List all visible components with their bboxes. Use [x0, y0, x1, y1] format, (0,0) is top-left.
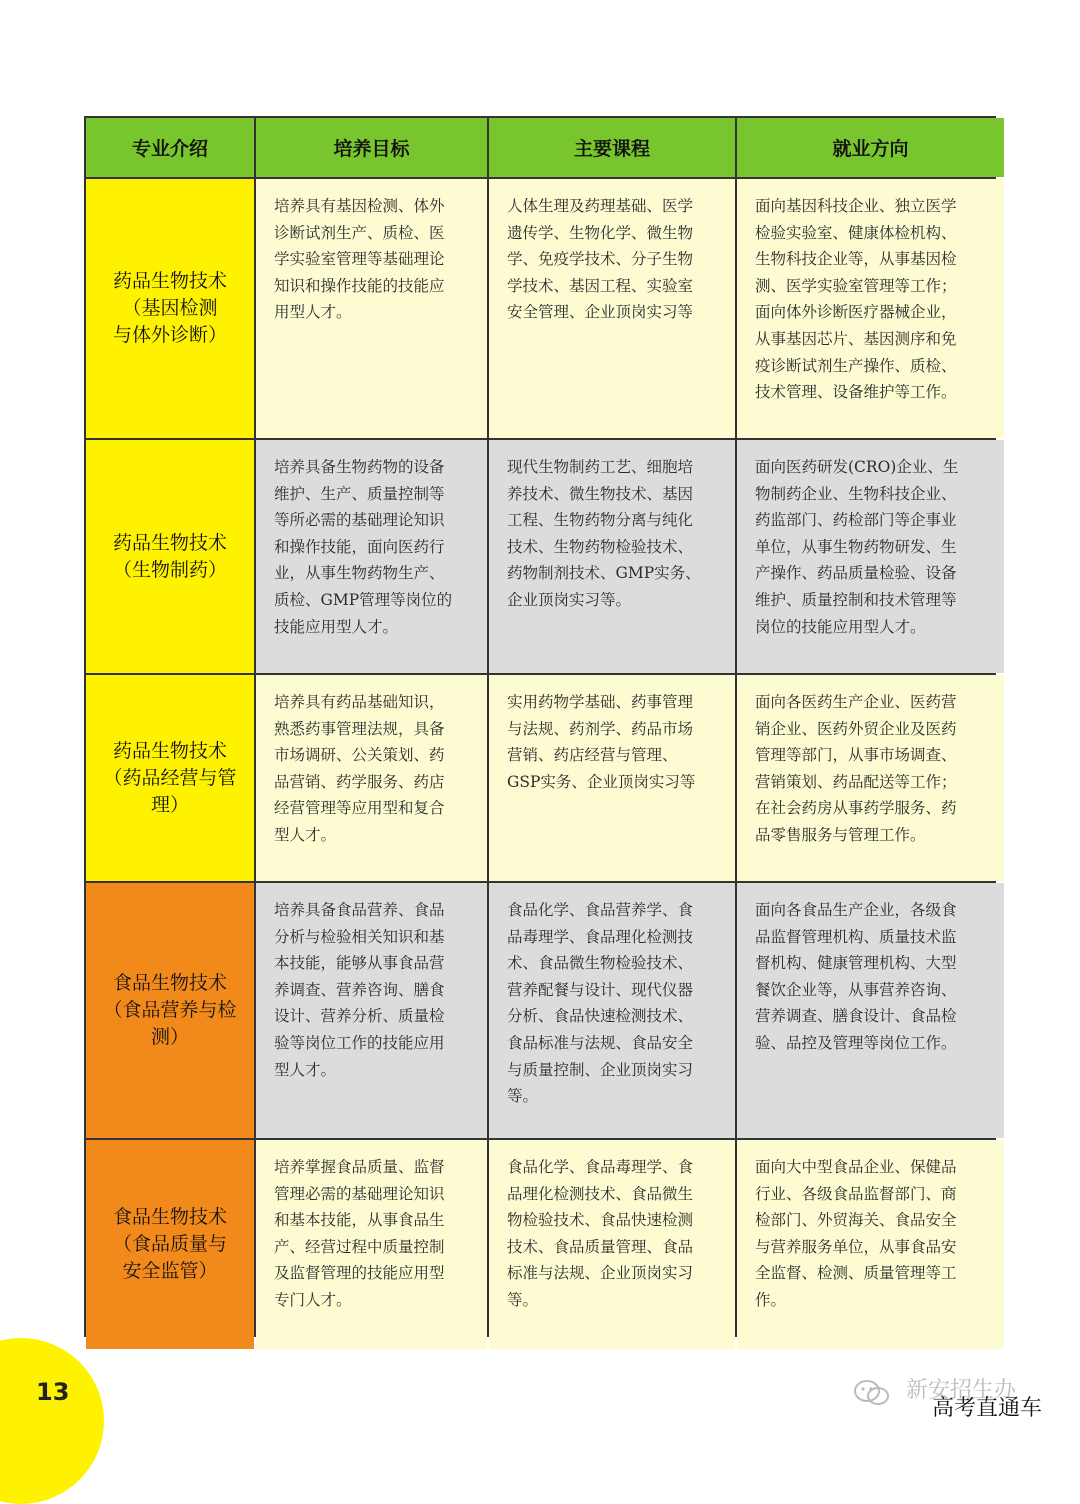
row-1-career: 面向基因科技企业、独立医学 检验实验室、健康体检机构、 生物科技企业等，从事基因检 测、医学实验室管理等工作； 面向体外诊断医疗器械企业， 从事基因芯片、基因测序和免 疫诊断试剂生产操作、质检、 技术管理、设备维护等工作。	[737, 179, 1004, 438]
header-career: 就业方向	[737, 118, 1004, 177]
row-3-goal: 培养具有药品基础知识， 熟悉药事管理法规，具备 市场调研、公关策划、药 品营销、药学服务、药店 经营管理等应用型和复合 型人才。	[256, 675, 487, 881]
row-4-career: 面向各食品生产企业，各级食 品监督管理机构、质量技术监 督机构、健康管理机构、大型 餐饮企业等，从事营养咨询、 营养调查、膳食设计、食品检 验、品控及管理等岗位工作。	[737, 883, 1004, 1138]
wechat-icon	[852, 1379, 892, 1407]
header-major: 专业介绍	[86, 118, 254, 177]
header-goal: 培养目标	[256, 118, 487, 177]
header-courses: 主要课程	[489, 118, 735, 177]
row-5-goal: 培养掌握食品质量、监督 管理必需的基础理论知识 和基本技能，从事食品生 产、经营过程中质量控制 及监督管理的技能应用型 专门人才。	[256, 1140, 487, 1349]
watermark-account: 高考直通车	[932, 1396, 1043, 1421]
row-4-courses: 食品化学、食品营养学、食 品毒理学、食品理化检测技 术、食品微生物检验技术、 营养配餐与设计、现代仪器 分析、食品快速检测技术、 食品标准与法规、食品安全 与质量控制、企业顶岗实习 等。	[489, 883, 735, 1138]
row-1-major: 药品生物技术 （基因检测 与体外诊断）	[86, 179, 254, 438]
row-5-major: 食品生物技术 （食品质量与 安全监管）	[86, 1140, 254, 1349]
watermark-source: 新安招生办	[906, 1378, 1017, 1403]
row-3-courses: 实用药物学基础、药事管理 与法规、药剂学、药品市场 营销、药店经营与管理、 GSP实务、企业顶岗实习等	[489, 675, 735, 881]
row-2-courses: 现代生物制药工艺、细胞培 养技术、微生物技术、基因 工程、生物药物分离与纯化 技术、生物药物检验技术、 药物制剂技术、GMP实务、 企业顶岗实习等。	[489, 440, 735, 673]
row-3-career: 面向各医药生产企业、医药营 销企业、医药外贸企业及医药 管理等部门，从事市场调查、 营销策划、药品配送等工作； 在社会药房从事药学服务、药 品零售服务与管理工作。	[737, 675, 1004, 881]
row-5-career: 面向大中型食品企业、保健品 行业、各级食品监督部门、商 检部门、外贸海关、食品安全 与营养服务单位，从事食品安 全监督、检测、质量管理等工 作。	[737, 1140, 1004, 1349]
row-4-major: 食品生物技术 （食品营养与检测）	[86, 883, 254, 1138]
row-3-major: 药品生物技术 （药品经营与管理）	[86, 675, 254, 881]
row-5-courses: 食品化学、食品毒理学、食 品理化检测技术、食品微生 物检验技术、食品快速检测 技术、食品质量管理、食品 标准与法规、企业顶岗实习 等。	[489, 1140, 735, 1349]
row-2-career: 面向医药研发(CRO)企业、生 物制药企业、生物科技企业、 药监部门、药检部门等企事业 单位，从事生物药物研发、生 产操作、药品质量检验、设备 维护、质量控制和技术管理等 岗位的技能应用型人才。	[737, 440, 1004, 673]
page-corner-circle	[0, 1338, 104, 1504]
row-2-major: 药品生物技术 （生物制药）	[86, 440, 254, 673]
page-number: 13	[36, 1378, 70, 1406]
row-4-goal: 培养具备食品营养、食品 分析与检验相关知识和基 本技能，能够从事食品营 养调查、营养咨询、膳食 设计、营养分析、质量检 验等岗位工作的技能应用 型人才。	[256, 883, 487, 1138]
row-1-goal: 培养具有基因检测、体外 诊断试剂生产、质检、医 学实验室管理等基础理论 知识和操作技能的技能应 用型人才。	[256, 179, 487, 438]
majors-table	[84, 116, 996, 1337]
row-1-courses: 人体生理及药理基础、医学 遗传学、生物化学、微生物 学、免疫学技术、分子生物 学技术、基因工程、实验室 安全管理、企业顶岗实习等	[489, 179, 735, 438]
row-2-goal: 培养具备生物药物的设备 维护、生产、质量控制等 等所必需的基础理论知识 和操作技能，面向医药行 业，从事生物药物生产、 质检、GMP管理等岗位的 技能应用型人才。	[256, 440, 487, 673]
